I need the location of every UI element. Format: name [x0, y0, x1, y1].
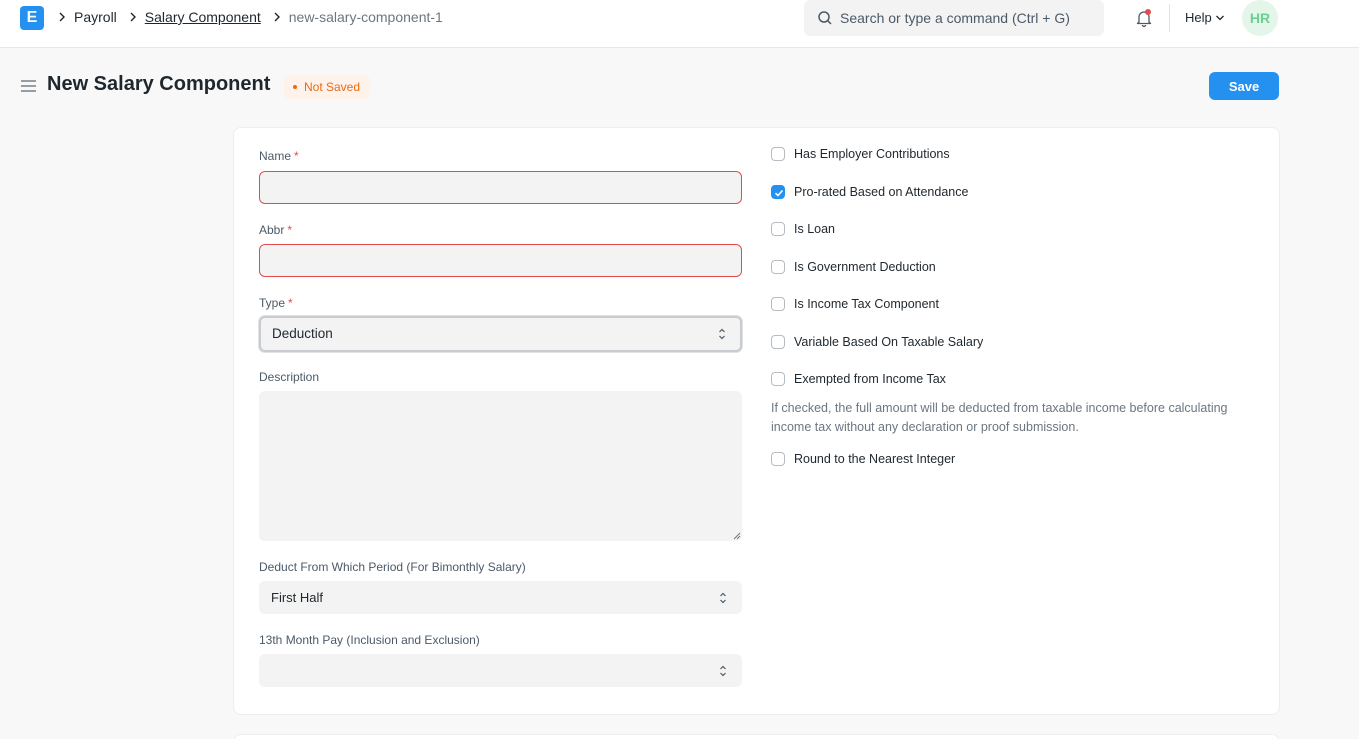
checkbox[interactable] — [771, 452, 785, 466]
status-badge: Not Saved — [284, 75, 370, 99]
chevron-updown-icon — [718, 327, 726, 341]
checkbox[interactable] — [771, 297, 785, 311]
check-icon — [774, 188, 784, 198]
checkbox[interactable] — [771, 222, 785, 236]
type-label: Type * — [259, 296, 293, 310]
checkbox-is-loan[interactable]: Is Loan — [771, 222, 835, 236]
breadcrumb-salary-component[interactable]: Salary Component — [144, 9, 261, 25]
checkbox[interactable] — [771, 147, 785, 161]
checkbox-exempted-from-income-tax[interactable]: Exempted from Income Tax — [771, 372, 946, 386]
name-field[interactable] — [259, 171, 742, 204]
menu-icon[interactable] — [20, 79, 37, 93]
checkbox[interactable] — [771, 260, 785, 274]
chevron-updown-icon — [719, 664, 727, 678]
exempt-help-text: If checked, the full amount will be deducted from taxable income before calculating income tax without any declaration or proof submission. — [771, 401, 1228, 434]
description-label: Description — [259, 370, 320, 384]
deduct-period-label: Deduct From Which Period (For Bimonthly Salary) — [259, 560, 526, 574]
form-card — [233, 127, 1280, 715]
chevron-right-icon — [273, 9, 281, 25]
avatar[interactable]: HR — [1242, 0, 1278, 36]
checkbox[interactable] — [771, 372, 785, 386]
resize-grip-icon[interactable] — [733, 532, 741, 540]
search-icon — [817, 10, 833, 26]
checkbox-round-to-nearest-integer[interactable]: Round to the Nearest Integer — [771, 452, 955, 466]
checkbox-pro-rated[interactable]: Pro-rated Based on Attendance — [771, 185, 968, 199]
deduct-period-value: First Half — [271, 590, 323, 605]
next-section-card — [233, 734, 1280, 739]
type-value: Deduction — [272, 326, 333, 341]
description-textarea[interactable] — [259, 391, 742, 541]
search-bar[interactable] — [804, 0, 1104, 36]
breadcrumb-current: new-salary-component-1 — [288, 9, 443, 25]
breadcrumb — [58, 9, 455, 25]
app-logo[interactable]: E — [20, 6, 44, 30]
deduct-period-select[interactable] — [259, 581, 742, 614]
checkbox-variable-based-on-taxable-salary[interactable]: Variable Based On Taxable Salary — [771, 335, 983, 349]
divider — [1169, 4, 1170, 32]
search-input[interactable]: Search or type a command (Ctrl + G) — [840, 10, 1070, 26]
abbr-label: Abbr * — [259, 223, 293, 237]
thirteenth-month-label: 13th Month Pay (Inclusion and Exclusion) — [259, 633, 480, 647]
breadcrumb-payroll[interactable]: Payroll — [74, 9, 117, 25]
checkbox-has-employer-contributions[interactable]: Has Employer Contributions — [771, 147, 950, 161]
checkbox-is-government-deduction[interactable]: Is Government Deduction — [771, 260, 936, 274]
type-select[interactable] — [259, 316, 742, 352]
chevron-down-icon[interactable] — [1215, 14, 1225, 22]
notification-dot — [1145, 9, 1151, 15]
chevron-updown-icon — [719, 591, 727, 605]
checkbox[interactable] — [771, 335, 785, 349]
chevron-right-icon — [129, 9, 137, 25]
checkbox-checked[interactable] — [771, 185, 785, 199]
name-label: Name * — [259, 149, 299, 163]
abbr-field[interactable] — [259, 244, 742, 277]
save-button[interactable]: Save — [1209, 72, 1279, 100]
help-menu[interactable]: Help — [1185, 10, 1212, 25]
thirteenth-month-select[interactable] — [259, 654, 742, 687]
page-title: New Salary Component — [47, 73, 271, 95]
checkbox-is-income-tax-component[interactable]: Is Income Tax Component — [771, 297, 939, 311]
chevron-right-icon — [58, 9, 66, 25]
navbar — [0, 0, 1359, 48]
